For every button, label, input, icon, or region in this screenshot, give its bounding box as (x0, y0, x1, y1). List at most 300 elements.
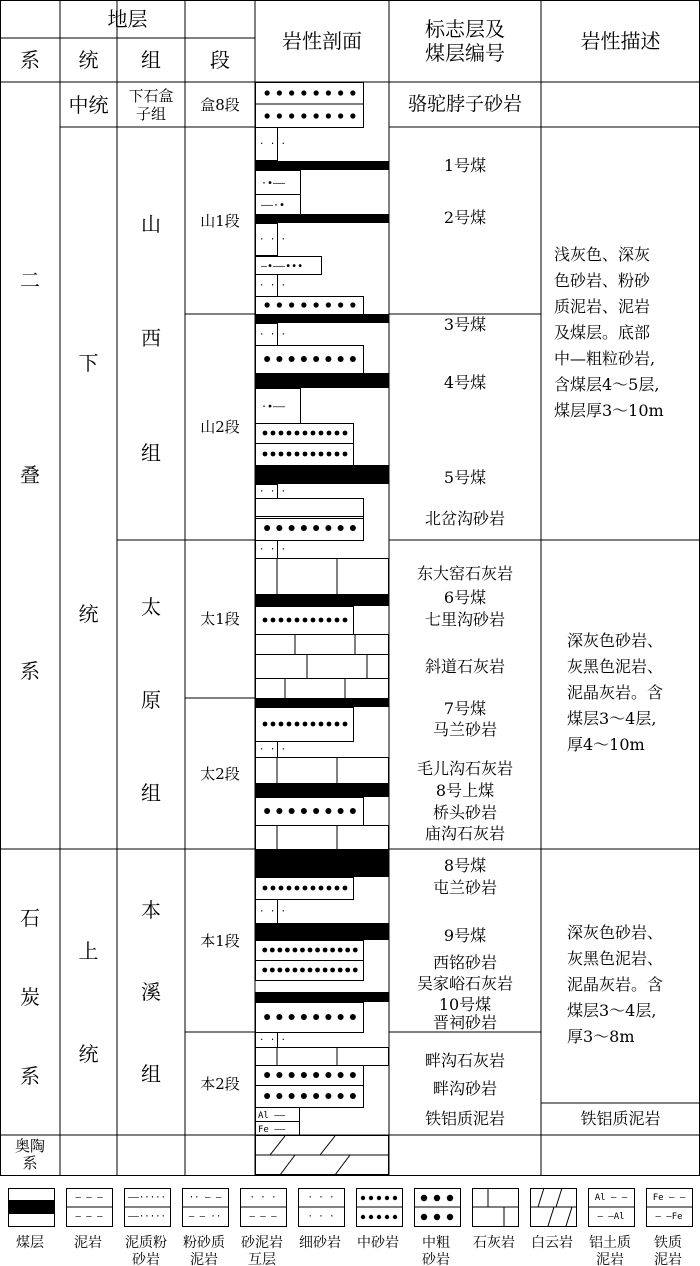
sand-grain (343, 452, 348, 457)
sand-grain (325, 356, 331, 362)
formation-benxi: 本 溪 组 (141, 898, 161, 1086)
fine-dots: · · · (259, 139, 287, 150)
sand-grain (279, 452, 284, 457)
sand-grain (311, 452, 316, 457)
fine-dots: · · · (259, 235, 287, 245)
sand-grain (270, 968, 275, 973)
header-formation: 组 (141, 48, 161, 72)
legend-coarse-grain (421, 1195, 427, 1201)
sand-grain (350, 1014, 356, 1020)
sand-grain (301, 356, 307, 362)
coal-seam (255, 992, 389, 1002)
marker-coal-8-upper: 8号上煤 (435, 781, 495, 800)
coal-seam (255, 783, 389, 797)
sand-grain (330, 968, 335, 973)
sand-grain (263, 452, 268, 457)
marker-coal-8: 8号煤 (443, 856, 487, 875)
legend-label-interbedded: 砂泥岩 互层 (241, 1235, 283, 1266)
sand-grain (287, 431, 292, 436)
header-member: 段 (210, 48, 230, 72)
medium-sandstone (256, 297, 364, 315)
header-system: 系 (20, 48, 40, 72)
sand-grain (313, 1093, 319, 1099)
sand-grain (327, 431, 332, 436)
silt-symbol: ——·• (261, 200, 286, 211)
member-shan2: 山2段 (200, 418, 240, 436)
sand-grain (303, 618, 308, 623)
legend-al: — —Al (597, 1212, 625, 1222)
member-he8: 盒8段 (200, 95, 240, 114)
sand-grain (323, 948, 328, 953)
sand-grain (293, 948, 298, 953)
sand-grain (313, 1072, 319, 1078)
sand-grain (289, 1072, 295, 1078)
sand-grain (289, 1093, 295, 1099)
sand-grain (335, 618, 340, 623)
legend-label-medium-sandstone: 中砂岩 (357, 1235, 399, 1251)
coal-seam (255, 314, 389, 323)
sand-grain (311, 722, 316, 727)
sand-grain (325, 1014, 331, 1020)
sand-grain (271, 431, 276, 436)
sand-grain (301, 302, 306, 307)
sand-grain (311, 886, 316, 891)
marker-ximing: 西铭砂岩 (432, 953, 497, 972)
series-middle: 中统 (68, 92, 109, 117)
sand-grain (325, 1093, 331, 1099)
sand-grain (276, 1014, 282, 1020)
sand-grain (353, 968, 358, 973)
legend-label-ferruginous-mudstone: 铁质 泥岩 (654, 1235, 682, 1266)
sand-grain (289, 808, 295, 814)
sand-grain (303, 431, 308, 436)
fine-dots: · · · (259, 330, 287, 340)
sand-grain (276, 1093, 282, 1099)
coarse-sandstone (256, 1086, 364, 1108)
limestone-bed (256, 559, 389, 595)
legend-medium-grain (361, 1215, 365, 1219)
sand-grain (313, 356, 319, 362)
member-tai2: 太2段 (200, 764, 240, 783)
sand-grain (303, 452, 308, 457)
sand-grain (350, 90, 355, 95)
sand-grain (325, 1072, 331, 1078)
legend-dolomite (556, 1188, 562, 1207)
sand-grain (285, 948, 290, 953)
sand-grain (327, 722, 332, 727)
sand-grain (313, 808, 319, 814)
legend-coarse-grain (447, 1195, 453, 1201)
legend-fine: · · · (307, 1193, 335, 1203)
sand-grain (295, 886, 300, 891)
fe-symbol: Fe —— (258, 1125, 286, 1135)
sand-grain (264, 1093, 270, 1099)
sand-grain (338, 113, 343, 118)
sand-grain (295, 452, 300, 457)
sand-grain (311, 431, 316, 436)
desc-taiyuan: 深灰色砂岩、 灰黑色泥岩、 泥晶灰岩。含 煤层3～4层, 厚4～10m (567, 631, 664, 754)
sand-grain (289, 1014, 295, 1020)
marker-qiaotou: 桥头砂岩 (432, 803, 497, 822)
header-series: 统 (78, 48, 99, 72)
marker-xiedao: 斜道石灰岩 (424, 657, 505, 676)
marker-fe-al-mudstone: 铁铝质泥岩 (424, 1109, 505, 1128)
legend-label-mudstone: 泥岩 (74, 1235, 102, 1251)
sand-grain (279, 618, 284, 623)
member-tai1: 太1段 (200, 610, 240, 628)
desc-benxi-bottom: 铁铝质泥岩 (580, 1109, 661, 1129)
sand-grain (319, 886, 324, 891)
sand-grain (325, 525, 331, 531)
legend-muddy-silt: ——····· (128, 1193, 166, 1203)
sand-grain (327, 618, 332, 623)
sand-grain (271, 886, 276, 891)
sand-grain (330, 948, 335, 953)
sand-grain (313, 1014, 319, 1020)
sand-grain (265, 113, 270, 118)
sand-grain (271, 452, 276, 457)
sand-grain (338, 90, 343, 95)
sand-grain (335, 452, 340, 457)
legend-label-bauxitic-mudstone: 铝土质 泥岩 (589, 1235, 631, 1266)
sand-grain (335, 431, 340, 436)
limestone-bed (256, 655, 389, 679)
member-shan1: 山1段 (200, 211, 240, 230)
sand-grain (264, 808, 270, 814)
legend-coarse-grain (434, 1214, 440, 1220)
sand-grain (301, 1093, 307, 1099)
coal-seam (255, 849, 389, 877)
legend-muddy-silt: ——····· (128, 1212, 166, 1222)
sand-grain (264, 525, 270, 531)
legend-label-coal: 煤层 (16, 1235, 44, 1251)
marker-malan: 马兰砂岩 (432, 720, 497, 739)
sand-grain (301, 525, 307, 531)
sand-grain (338, 356, 344, 362)
sand-grain (335, 886, 340, 891)
coal-seam (255, 594, 389, 606)
legend-medium-grain (377, 1215, 381, 1219)
limestone-bed (256, 635, 389, 655)
marker-he8: 骆驼脖子砂岩 (407, 93, 522, 116)
sand-grain (313, 525, 319, 531)
sand-grain (338, 968, 343, 973)
sand-grain (277, 302, 282, 307)
coal-seam (255, 214, 389, 223)
fine-dots: · · · (259, 907, 287, 917)
sand-grain (315, 948, 320, 953)
sand-grain (265, 302, 270, 307)
coal-seam (255, 698, 389, 707)
sand-grain (279, 722, 284, 727)
sand-grain (279, 431, 284, 436)
legend-coarse-grain (434, 1195, 440, 1201)
system-carboniferous: 石 炭 系 (20, 906, 40, 1088)
he8-sandstone (256, 83, 364, 128)
sand-grain (262, 948, 267, 953)
sand-grain (276, 525, 282, 531)
fine-dots: · · · (259, 281, 287, 291)
sand-grain (338, 302, 343, 307)
sand-grain (263, 618, 268, 623)
sand-grain (287, 618, 292, 623)
sand-grain (289, 302, 294, 307)
sand-grain (264, 1014, 270, 1020)
desc-shanxi: 浅灰色、深灰 色砂岩、粉砂 质泥岩、泥岩 及煤层。底部 中—粗粒砂岩, 含煤层4～5层, 煤层厚3～10m (554, 245, 664, 420)
sand-grain (314, 302, 319, 307)
sand-grain (264, 1072, 270, 1078)
legend-fe: Fe — — (652, 1193, 686, 1203)
member-ben2: 本2段 (200, 1074, 240, 1093)
system-ordovician: 奥陶 系 (14, 1137, 45, 1172)
sand-grain (270, 948, 275, 953)
sand-grain (350, 1093, 356, 1099)
legend-silty-mud: — — ·· (188, 1212, 222, 1222)
legend-dolomite (538, 1188, 544, 1207)
marker-coal-3: 3号煤 (443, 315, 487, 334)
coal-seam (255, 373, 389, 388)
sand-grain (277, 968, 282, 973)
legend-coal (9, 1200, 54, 1214)
legend-coarse-grain (447, 1214, 453, 1220)
sand-grain (327, 452, 332, 457)
sand-grain (311, 618, 316, 623)
marker-maoergou: 毛儿沟石灰岩 (416, 759, 513, 778)
limestone-bed (256, 1048, 389, 1066)
sand-grain (345, 968, 350, 973)
sand-grain (293, 968, 298, 973)
sand-grain (262, 968, 267, 973)
sand-grain (326, 302, 331, 307)
sand-grain (277, 113, 282, 118)
sand-grain (343, 431, 348, 436)
marker-coal-10: 10号煤 (438, 995, 492, 1014)
sand-grain (289, 525, 295, 531)
sand-grain (338, 808, 344, 814)
legend-label-muddy-siltstone: 泥质粉 砂岩 (125, 1235, 167, 1266)
system-permian: 二 叠 系 (20, 267, 40, 684)
legend-medium-grain (361, 1196, 365, 1200)
sand-grain (300, 948, 305, 953)
legend-medium-grain (369, 1196, 373, 1200)
legend-label-limestone: 石灰岩 (473, 1235, 515, 1251)
legend-medium-grain (369, 1215, 373, 1219)
sand-grain (295, 722, 300, 727)
sand-grain (265, 90, 270, 95)
sand-grain (350, 808, 356, 814)
sand-grain (301, 1014, 307, 1020)
silt-symbol: ·•—— (261, 401, 286, 413)
sand-grain (279, 886, 284, 891)
formation-shanxi: 山 西 组 (141, 212, 161, 465)
sand-grain (289, 90, 294, 95)
desc-benxi: 深灰色砂岩、 灰黑色泥岩、 泥晶灰岩。含 煤层3～4层, 厚3～8m (567, 923, 664, 1046)
sand-grain (287, 452, 292, 457)
marker-qiligou: 七里沟砂岩 (424, 610, 505, 629)
sand-grain (345, 948, 350, 953)
legend-label-fine-sandstone: 细砂岩 (299, 1235, 341, 1251)
sand-grain (350, 302, 355, 307)
legend-coarse-grain (421, 1214, 427, 1220)
sand-grain (301, 90, 306, 95)
sand-grain (276, 808, 282, 814)
legend-interbed: · · · (249, 1193, 277, 1203)
sand-grain (271, 722, 276, 727)
sand-grain (335, 722, 340, 727)
sand-grain (303, 722, 308, 727)
coal-seam (255, 923, 389, 940)
legend-fine: · · · (307, 1212, 335, 1222)
legend-label-silty-mudstone: 粉砂质 泥岩 (183, 1235, 225, 1266)
sand-grain (300, 968, 305, 973)
marker-coal-2: 2号煤 (443, 208, 487, 227)
sand-grain (285, 968, 290, 973)
legend-medium-grain (385, 1196, 389, 1200)
sand-grain (323, 968, 328, 973)
dolomite-slash (320, 1136, 335, 1155)
sand-grain (319, 722, 324, 727)
legend-fe: — —Fe (655, 1212, 683, 1222)
fine-dots: · · · (259, 745, 287, 755)
sand-grain (263, 886, 268, 891)
sand-grain (327, 886, 332, 891)
sand-grain (319, 431, 324, 436)
legend-label-coarse-sandstone: 中粗 砂岩 (422, 1235, 450, 1266)
legend-label-dolomite: 白云岩 (531, 1235, 573, 1251)
header-marker: 标志层及 煤层编号 (425, 17, 505, 65)
sand-grain (314, 90, 319, 95)
marker-miaogou: 庙沟石灰岩 (424, 824, 505, 843)
sand-grain (326, 90, 331, 95)
legend-medium-grain (393, 1196, 397, 1200)
marker-pangou-limestone: 畔沟石灰岩 (424, 1051, 505, 1070)
sand-grain (276, 1072, 282, 1078)
sand-grain (353, 948, 358, 953)
coarse-sandstone (256, 1003, 364, 1033)
fine-dots: · · · (259, 1035, 287, 1046)
sand-grain (276, 356, 282, 362)
legend-interbed: — — — (249, 1212, 277, 1222)
limestone-bed (256, 826, 389, 850)
sand-grain (343, 618, 348, 623)
sand-grain (350, 356, 356, 362)
marker-jinci: 晋祠砂岩 (432, 1013, 497, 1032)
marker-coal-4: 4号煤 (443, 373, 487, 392)
member-ben1: 本1段 (200, 931, 240, 950)
dolomite-slash (335, 1155, 350, 1175)
dolomite-slash (270, 1136, 285, 1155)
fine-dots: · · · (259, 545, 287, 555)
sand-grain (350, 1072, 356, 1078)
sand-grain (295, 618, 300, 623)
marker-beichagou: 北岔沟砂岩 (424, 509, 505, 528)
sand-grain (289, 113, 294, 118)
sand-grain (343, 722, 348, 727)
header-strata: 地层 (107, 7, 148, 31)
formation-taiyuan: 太 原 组 (141, 594, 161, 805)
sand-grain (277, 90, 282, 95)
sand-grain (295, 431, 300, 436)
sand-grain (338, 948, 343, 953)
legend-medium-grain (393, 1215, 397, 1219)
legend-mud: — — — (75, 1212, 103, 1222)
marker-wujiayu: 吴家峪石灰岩 (416, 974, 513, 993)
sand-grain (308, 968, 313, 973)
sand-grain (277, 948, 282, 953)
legend-dolomite (566, 1207, 572, 1226)
sand-grain (301, 1072, 307, 1078)
sand-grain (263, 431, 268, 436)
sand-grain (263, 722, 268, 727)
limestone-bed (256, 758, 389, 784)
sand-grain (289, 356, 295, 362)
sand-grain (319, 618, 324, 623)
legend-medium-grain (377, 1196, 381, 1200)
header-description: 岩性描述 (580, 29, 661, 53)
al-symbol: Al —— (258, 1111, 286, 1121)
sand-grain (287, 886, 292, 891)
series-lower: 下 统 (78, 350, 99, 626)
marker-tunlan: 屯兰砂岩 (432, 878, 497, 897)
coal-seam (255, 161, 389, 170)
legend-silty-mud: ·· — — (188, 1193, 222, 1203)
sand-grain (271, 618, 276, 623)
header-profile: 岩性剖面 (282, 29, 362, 53)
marker-coal-1: 1号煤 (443, 156, 487, 175)
sand-grain (303, 886, 308, 891)
sand-grain (314, 113, 319, 118)
legend-medium-grain (385, 1215, 389, 1219)
sand-grain (338, 1014, 344, 1020)
sand-grain (350, 525, 356, 531)
coal-seam (255, 465, 389, 484)
sand-grain (326, 113, 331, 118)
sandstone-bed (256, 499, 364, 519)
coarse-sandstone (256, 1066, 364, 1086)
silt-symbol: —•——••• (261, 261, 304, 272)
sand-grain (287, 722, 292, 727)
sand-grain (308, 948, 313, 953)
formation-xiashihezi: 下石盒 子组 (128, 86, 174, 123)
legend-al: Al — — (594, 1193, 628, 1203)
limestone-bed (256, 679, 389, 699)
silt-symbol: ·•—— (261, 178, 286, 189)
coarse-sandstone (256, 346, 364, 374)
marker-dongdayao: 东大窑石灰岩 (416, 564, 513, 583)
sand-grain (338, 525, 344, 531)
marker-coal-5: 5号煤 (443, 468, 487, 487)
marker-pangou-sandstone: 畔沟砂岩 (432, 1079, 497, 1098)
fine-dots: · · · (259, 487, 287, 497)
sand-grain (301, 808, 307, 814)
marker-coal-9: 9号煤 (443, 926, 487, 945)
marker-coal-6: 6号煤 (443, 588, 487, 607)
sand-grain (319, 452, 324, 457)
coarse-sandstone (256, 517, 364, 541)
sand-grain (325, 808, 331, 814)
sand-grain (338, 1072, 344, 1078)
marker-coal-7: 7号煤 (443, 699, 487, 718)
sand-grain (338, 1093, 344, 1099)
dolomite-slash (280, 1155, 295, 1175)
sand-grain (301, 113, 306, 118)
sand-grain (350, 113, 355, 118)
legend-dolomite (548, 1207, 554, 1226)
sand-grain (315, 968, 320, 973)
coarse-sandstone (256, 798, 364, 826)
sand-grain (343, 886, 348, 891)
series-upper: 上 统 (78, 938, 99, 1066)
